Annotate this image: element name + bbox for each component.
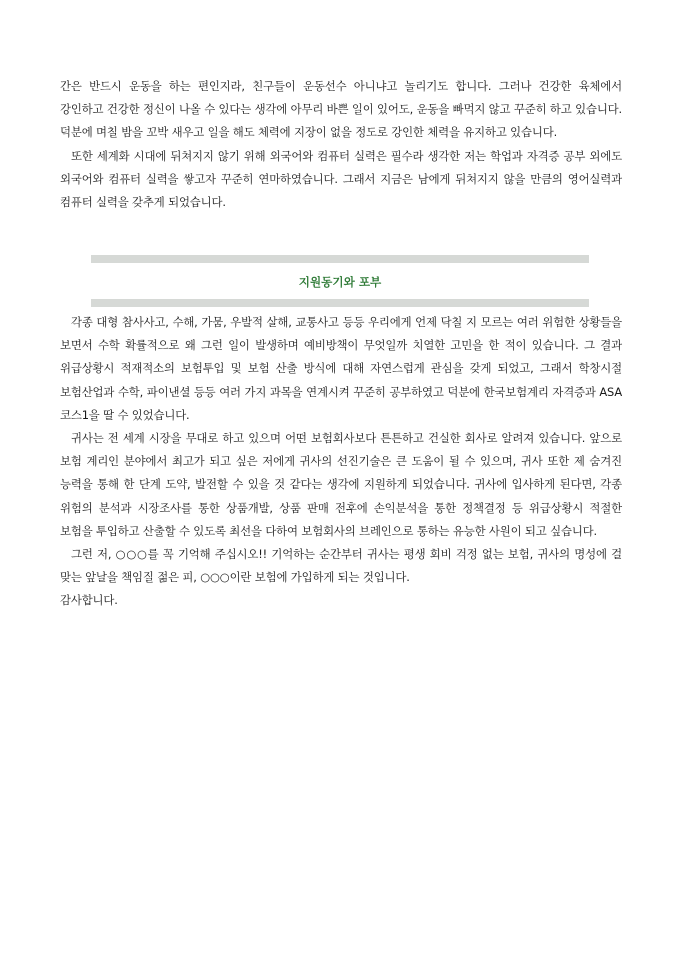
paragraph: 귀사는 전 세계 시장을 무대로 하고 있으며 어떤 보험회사보다 튼튼하고 건실한 회사로 알려져 있습니다. 앞으로 보험 계리인 분야에서 최고가 되고 싶은 저에게 귀사의 선진기술은 큰 도움이 될 수 있으며, 귀사 또한 제 숨겨진 능력을 통해 한 단계 도약, 발전할 수 있을 것 같다는 생각에 지원하게 되었습니다. 귀사에 입사하게 된다면, 각종 위험의 분석과 시장조사를 통한 상품개발, 상품 판매 전후에 손익분석을 통한 정책결정 등 위급상황시 적절한 보험을 투입하고 산출할 수 있도록 최선을 다하여 보험회사의 브레인으로 통하는 유능한 사원이 되고 싶습니다. xyxy=(60,431,622,538)
section-title: 지원동기와 포부 xyxy=(298,275,382,289)
section-divider-bottom xyxy=(91,299,589,307)
paragraph: 각종 대형 참사사고, 수해, 가뭄, 우발적 살해, 교통사고 등등 우리에게 언제 닥칠 지 모르는 여러 위험한 상황들을 보면서 수학 확률적으로 왜 그런 일이 발생하며 예비방책이 무엇일까 치열한 고민을 한 적이 있습니다. 그 결과 위급상황시 적재적소의 보험투입 및 보험 산출 방식에 대해 자연스럽게 관심을 갖게 되었고, 그래서 학창시절 보험산업과 수학, 파이낸셜 등등 여러 가지 과목을 연계시켜 꾸준히 공부하였고 덕분에 한국보험계리 자격증과 ASA 코스1을 딸 수 있었습니다. xyxy=(60,315,622,422)
intro-text xyxy=(60,75,622,214)
paragraph: 그런 저, ○○○를 꼭 기억해 주십시오!! 기억하는 순간부터 귀사는 평생 회비 걱정 없는 보험, 귀사의 명성에 걸 맞는 앞날을 책임질 젊은 피, ○○○이란 보험에 가입하게 되는 것입니다. xyxy=(60,547,622,585)
body-text xyxy=(60,311,622,613)
section-divider-top xyxy=(91,255,589,263)
paragraph: 또한 세계화 시대에 뒤쳐지지 않기 위해 외국어와 컴퓨터 실력은 필수라 생각한 저는 학업과 자격증 공부 외에도 외국어와 컴퓨터 실력을 쌓고자 꾸준히 연마하였습니다. 그래서 지금은 남에게 뒤쳐지지 않을 만큼의 영어실력과 컴퓨터 실력을 갖추게 되었습니다. xyxy=(60,148,622,210)
closing-line: 감사합니다. xyxy=(60,593,118,608)
paragraph: 간은 반드시 운동을 하는 편인지라, 친구들이 운동선수 아니냐고 놀리기도 합니다. 그러나 건강한 육체에서 강인하고 건강한 정신이 나올 수 있다는 생각에 아무리 바쁜 일이 있어도, 운동을 빠먹지 않고 꾸준히 하고 있습니다. 덕분에 며칠 밤을 꼬박 새우고 일을 해도 체력에 지장이 없을 정도로 강인한 체력을 유지하고 있습니다. xyxy=(60,79,622,140)
